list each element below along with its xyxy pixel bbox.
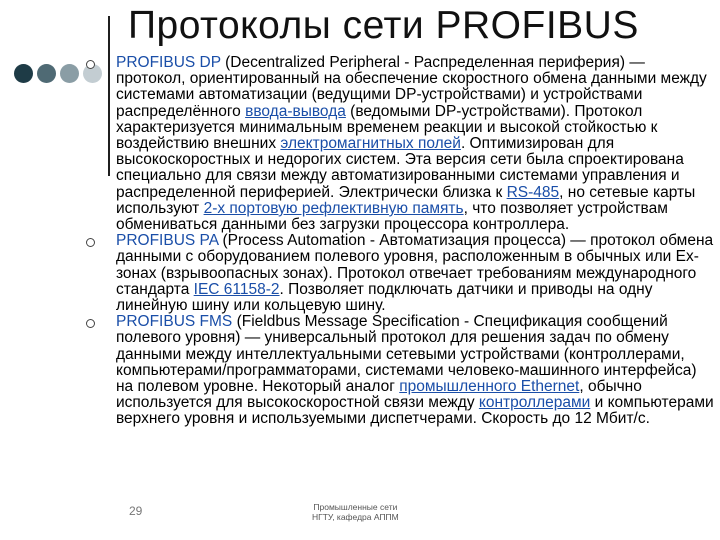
bullet-text xyxy=(116,55,714,233)
hyperlink[interactable]: промышленного Ethernet xyxy=(399,378,580,396)
slide-footer xyxy=(312,502,399,522)
body-text: . Позволяет подключать датчики и приводы на одну линейную шину или кольцевую шину. xyxy=(116,280,653,315)
footer-line-2: НГТУ, кафедра АППМ xyxy=(312,512,399,522)
body-text: (Decentralized Peripheral - Распределенная периферия) — протокол, ориентированный на обеспечение скоростного обмена данными между системами автоматизации (ведущими DP-устройствами) и устройствами распределённого xyxy=(116,54,707,120)
bullet-profibus-pa xyxy=(86,233,714,314)
hyperlink[interactable]: 2-х портовую рефлективную память xyxy=(203,199,464,217)
dot-3 xyxy=(60,64,79,83)
bullet-circle-icon xyxy=(86,238,95,247)
bullet-circle-icon xyxy=(86,319,95,328)
page-number: 29 xyxy=(129,504,143,518)
bullet-text xyxy=(116,233,714,314)
hyperlink[interactable]: ввода-вывода xyxy=(245,102,346,120)
hyperlink[interactable]: контроллерами xyxy=(478,394,591,412)
dot-2 xyxy=(37,64,56,83)
body-text: (ведомыми DP-устройствами). Протокол характеризуется минимальным временем реакции и высокой стойкостью к воздействию внешних xyxy=(116,102,658,153)
hyperlink[interactable]: IEC 61158-2 xyxy=(193,280,280,298)
protocol-name: PROFIBUS FMS xyxy=(116,313,233,331)
slide-content xyxy=(86,55,714,428)
body-text: , что позволяет устройствам обмениваться данными без загрузки процессора контроллера. xyxy=(116,199,668,234)
hyperlink[interactable]: RS-485 xyxy=(506,183,560,201)
protocol-name: PROFIBUS PA xyxy=(116,232,219,250)
protocol-name: PROFIBUS DP xyxy=(116,54,221,71)
body-text: (Fieldbus Message Specification - Спецификация сообщений полевого уровня) — универсальный протокол для решения задач по обмену данными между интеллектуальными сетевыми устройствами (контроллерами, компьютерами/программаторами, системами человеко-машинного интерфейса) на полевом уровне. Некоторый аналог xyxy=(116,313,697,396)
bullet-profibus-dp xyxy=(86,55,714,233)
dot-1 xyxy=(14,64,33,83)
hyperlink[interactable]: электромагнитных полей xyxy=(280,135,461,153)
bullet-text xyxy=(116,314,714,427)
slide-title: Протоколы сети PROFIBUS xyxy=(128,4,639,47)
body-text: и компьютерами верхнего уровня и используемыми диспетчерами. Скорость до 12 Мбит/с. xyxy=(116,394,714,428)
body-text: . Оптимизирован для высокоскоростных и недорогих систем. Эта версия сети была спроектирована специально для связи между автоматизированными системами управления и распределенной периферией. Электрически близка к xyxy=(116,135,684,201)
footer-line-1: Промышленные сети xyxy=(313,502,398,512)
body-text: , но сетевые карты используют xyxy=(116,183,696,217)
body-text: , обычно используется для высокоскоростной связи между xyxy=(116,378,642,412)
bullet-circle-icon xyxy=(86,60,95,69)
bullet-profibus-fms xyxy=(86,314,714,427)
body-text: (Process Automation - Автоматизация процесса) — протокол обмена данными с оборудованием полевого уровня, расположенным в обычных или Ex-зонах (взрывоопасных зонах). Протокол отвечает требованиям международного стандарта xyxy=(116,232,714,298)
